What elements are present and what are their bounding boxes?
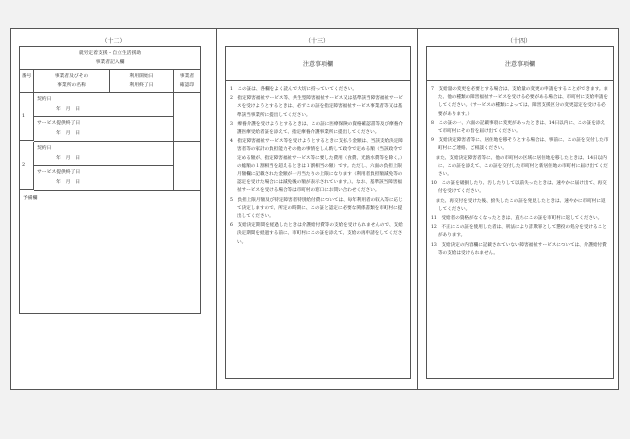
contract-date: 年 月 日 [56,156,80,161]
confirm-stamp-cell [174,142,200,191]
header-period-line-2: 利用終了日 [129,83,154,88]
note-item: 9 支給決定障害者等に、居住地を移そうとする場合は、事前に、この証を交付した市町村にご連絡、ご相談ください。 [431,138,609,152]
page-thirteen [216,29,417,389]
table-row-entry [34,93,174,142]
note-item: 7 支給量の変更を必要とする場合は、支給量の変更の申請をすることができます。また、他の種類の障害福祉サービスを受ける必要がある場合は、市町村に支給申請をしてください。（サービスの種類によっては、障害支援区分の変更認定を受ける必要があります。） [431,87,609,117]
note-item: 11 受給者の資格がなくなったときは、直ちにこの証を市町村に返してください。 [431,216,603,222]
table-row-number: 2 [20,142,34,190]
notes-box [426,46,614,379]
header-period-line-1: 利用開始日 [129,74,154,79]
notes-body [427,81,613,258]
note-item: 13 支給決定の内容欄に記載されていない障害福祉サービスについては、介護給付費等の支給は受けられません。 [431,242,607,256]
table-title-line-2: 事業者記入欄 [95,60,125,65]
notes-body [226,81,410,247]
end-label: サービス提供終了日 [37,170,81,175]
table-row-entry [34,142,174,191]
header-name-line-1: 事業者及びその [54,74,89,79]
contract-label: 契約日 [37,146,52,151]
page-twelve [11,29,216,389]
note-item: 8 この証の一、六面の記載事項に変更があったときは、14日以内に、この証を添えて市町村にその旨を届け出てください。 [431,120,606,135]
table-row-number: 1 [20,93,34,141]
reserve-field [20,191,200,313]
table-title [20,47,200,70]
header-name-line-2: 事業所の名称 [57,83,86,88]
end-date-cell [34,166,173,190]
page-number: （十二） [101,38,126,45]
page-number: （十三） [304,38,329,45]
header-confirm-line-1: 事業者 [179,74,195,79]
note-item: 10 この証を破損したり、汚したりして以前失ったときは、速やかに届け出て、再交付を受けてください。 [431,181,607,195]
end-label: サービス提供終了日 [37,121,81,126]
notes-title: 注意事項欄 [226,47,410,81]
table-title-line-1: 就労定着支援・自立生活援助 [78,51,142,56]
reserve-field-label: 予備欄 [23,196,38,201]
header-number-text: 番号 [21,74,32,79]
end-date: 年 月 日 [56,180,80,185]
confirm-stamp-cell [174,93,200,142]
page-number: （十四） [506,38,531,45]
header-confirm-line-2: 確認印 [179,83,195,88]
table-grid [20,70,200,191]
header-confirm [174,70,200,93]
contract-date-cell [34,93,173,117]
provider-entry-table [19,46,201,314]
page-fourteen [417,29,620,389]
note-item: 2 指定障害福祉サービス等、共生型障害福祉サービス又は基準該当障害福祉サービスを受けようとするときは、必ずこの証を指定障害福祉サービス事業者等又は基準該当事業所に提出してください。 [230,96,403,118]
note-item: 6 支給決定期間を経過したときは介護給付費等の支給を受けられませんので、支給決定期間を経過する前に、市町村にこの証を添えて、支給の再申請をしてください。 [230,223,403,245]
note-item: 4 指定障害福祉サービス等を受けようとするときに支払う金額は、当該支給決定障害者等の家計の負担能力その他の事情をしん酌して政令で定める額（当該政令で定める額が、指定障害福祉サービス等に要した費用（食費、光熱水費等を除く。）の総額の１割相当を超えるときは１割相当の額）です。ただし、六面の負担上限月額欄に記載された金額が一月当たりの上限になります（利用者負担額減免等の認定を受けた場合には減免後の額が表示されています。）。なお、基準該当障害福祉サービスを受ける場合等は市町村の窓口にお問い合わせください。 [230,139,405,194]
notes-box [225,46,411,379]
note-item: 1 この証は、各欄をよく読んで大切に持っていてください。 [230,87,357,92]
end-date-cell [34,117,173,141]
header-number [20,70,34,93]
end-date: 年 月 日 [56,131,80,136]
contract-date: 年 月 日 [56,107,80,112]
header-period [110,70,174,93]
contract-label: 契約日 [37,97,52,102]
contract-date-cell [34,142,173,166]
note-item: また、支給決定障害者等に、他の市町村の区域に居住地を移したときは、14日以内に、この証を添えて、この証を交付した市町村と新居住地の市町村に届け出てください。 [431,155,608,178]
note-item: 5 負担上限月額及び特定障害者特別給付費については、毎年利用者の収入等に応じて決定しますので、所定の時期に、この証と認定に必要な関係書類を市町村に提出してください。 [230,197,403,220]
note-item: 3 療養介護を受けようとするときは、この証に医療保険の資格確認書等及び療養介護医療受給者証を添えて、指定療養介護事業所に提出してください。 [230,121,403,136]
note-item: 12 不正にこの証を使用した者は、刑法により詐欺罪として懲役の処分を受けることがあります。 [431,225,607,239]
notes-title: 注意事項欄 [427,47,613,81]
header-name [34,70,110,93]
certificate-sheet [10,28,619,390]
note-item: また、再交付を受けた後、紛失したこの証を発見したときは、速やかに市町村に返してください。 [431,198,606,212]
